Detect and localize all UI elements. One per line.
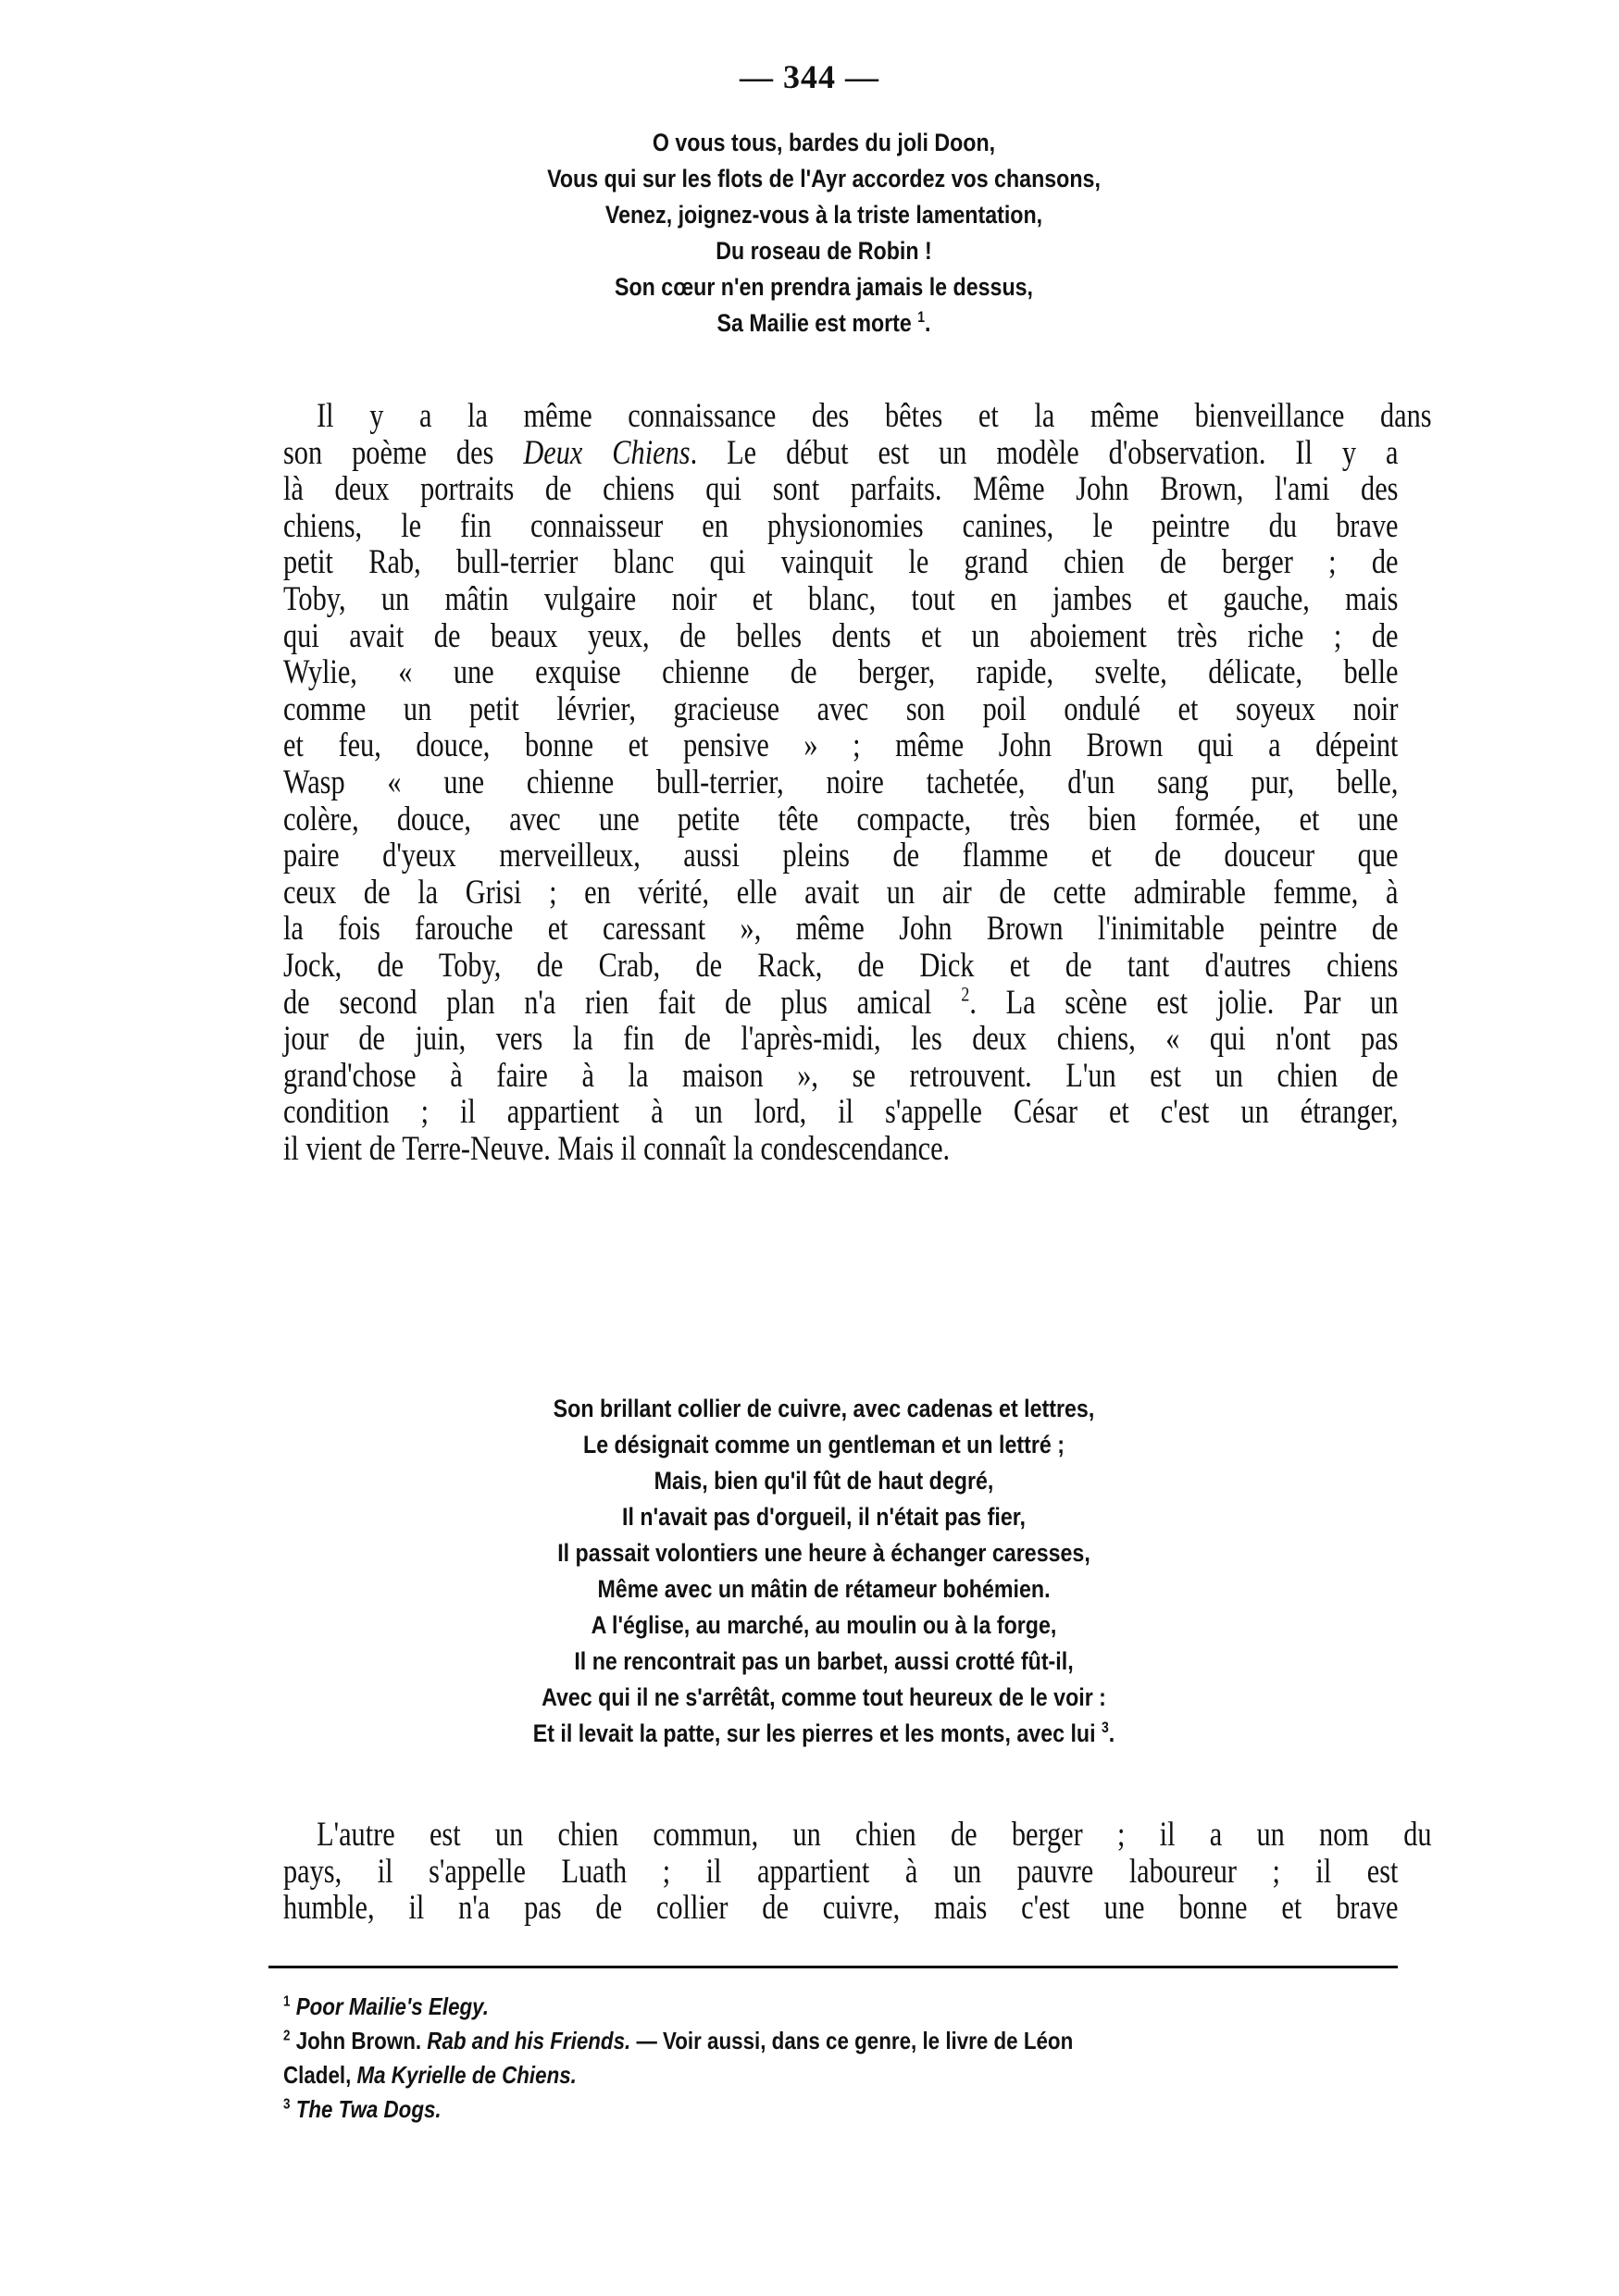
verse-line-text: Et il levait la patte, sur les pierres et les monts, avec lui <box>532 1719 1096 1747</box>
prose-line: L'autre est un chien commun, un chien de berger ; il a un nom du <box>317 1816 1432 1854</box>
footnote-ref-2[interactable]: 2 <box>961 982 970 1006</box>
paragraph-deux-chiens <box>283 397 1432 1168</box>
verse-line: Le désignait comme un gentleman et un lettré ; <box>583 1431 1065 1458</box>
footnote-2-continued <box>283 2058 1247 2092</box>
prose-text: . La scène est jolie. Par un <box>969 983 1399 1022</box>
verse-line: Avec qui il ne s'arrêtât, comme tout heureux de le voir : <box>542 1683 1106 1711</box>
prose-line: humble, il n'a pas de collier de cuivre, mais c'est une bonne et brave <box>283 1889 1399 1928</box>
verse-line: Il passait volontiers une heure à échanger caresses, <box>557 1539 1090 1567</box>
footnote-title: Ma Kyrielle de Chiens. <box>356 2061 577 2089</box>
footnote-2 <box>283 2024 1247 2058</box>
prose-text: son poème des <box>283 433 524 472</box>
verse-line-text: Sa Mailie est morte <box>716 309 912 337</box>
footnote-text: Cladel, <box>283 2061 357 2089</box>
footnote-title: Rab and his Friends. <box>427 2027 631 2054</box>
verse-line: Venez, joignez-vous à la triste lamentation, <box>604 201 1043 229</box>
verse-block-elegy <box>268 125 1379 341</box>
prose-line: colère, douce, avec une petite tête compacte, très bien formée, et une <box>283 800 1399 838</box>
verse-line: Il n'avait pas d'orgueil, il n'était pas fier, <box>622 1503 1026 1531</box>
prose-line: Jock, de Toby, de Crab, de Rack, de Dick et de tant d'autres chiens <box>283 946 1399 985</box>
footnote-title: Poor Mailie's Elegy. <box>295 1992 489 2020</box>
verse-line: O vous tous, bardes du joli Doon, <box>652 129 996 156</box>
prose-line: et feu, douce, bonne et pensive » ; même John Brown qui a dépeint <box>283 726 1399 765</box>
prose-line: là deux portraits de chiens qui sont parfaits. Même John Brown, l'ami des <box>283 470 1399 509</box>
footnote-text: John Brown. <box>295 2027 428 2054</box>
verse-line: Son cœur n'en prendra jamais le dessus, <box>614 273 1033 301</box>
verse-line: Il ne rencontrait pas un barbet, aussi crotté fût-il, <box>574 1647 1074 1675</box>
prose-line: comme un petit lévrier, gracieuse avec son poil ondulé et soyeux noir <box>283 689 1399 728</box>
prose-line: Toby, un mâtin vulgaire noir et blanc, tout en jambes et gauche, mais <box>283 579 1399 618</box>
verse-end-punct: . <box>1108 1719 1115 1747</box>
footnote-ref-1[interactable]: 1 <box>917 309 926 326</box>
verse-line: Son brillant collier de cuivre, avec cadenas et lettres, <box>553 1395 1095 1422</box>
prose-line: petit Rab, bull-terrier blanc qui vainquit le grand chien de berger ; de <box>283 543 1399 582</box>
prose-text: de second plan n'a rien fait de plus amical <box>283 983 932 1022</box>
prose-line: jour de juin, vers la fin de l'après-midi, les deux chiens, « qui n'ont pas <box>283 1020 1399 1059</box>
prose-line <box>283 982 1399 1022</box>
footnotes <box>283 1990 1403 2127</box>
verse-block-cesar <box>268 1391 1379 1752</box>
prose-line: il vient de Terre-Neuve. Mais il connaît la condescendance. <box>283 1129 951 1168</box>
footnote-mark: 3 <box>283 2096 291 2113</box>
prose-line: chiens, le fin connaisseur en physionomies canines, le peintre du brave <box>283 506 1399 545</box>
prose-line <box>283 435 1398 472</box>
verse-line: Du roseau de Robin ! <box>716 237 932 265</box>
prose-line: ceux de la Grisi ; en vérité, elle avait un air de cette admirable femme, à <box>283 873 1399 912</box>
page-number: — 344 — <box>740 58 879 95</box>
verse-line: Mais, bien qu'il fût de haut degré, <box>654 1467 994 1495</box>
footnote-ref-3[interactable]: 3 <box>1102 1719 1109 1736</box>
prose-line: la fois farouche et caressant », même John Brown l'inimitable peintre de <box>283 910 1399 949</box>
verse-line: A l'église, au marché, au moulin ou à la forge, <box>591 1611 1057 1639</box>
prose-line: Wylie, « une exquise chienne de berger, rapide, svelte, délicate, belle <box>283 653 1399 692</box>
prose-line: grand'chose à faire à la maison », se retrouvent. L'un est un chien de <box>283 1056 1399 1095</box>
verse-line-last <box>346 1716 1301 1752</box>
footnote-title: The Twa Dogs. <box>295 2095 442 2123</box>
footnote-1 <box>283 1990 1247 2024</box>
prose-line: paire d'yeux merveilleux, aussi pleins de flamme et de douceur que <box>283 837 1399 875</box>
verse-line: Vous qui sur les flots de l'Ayr accordez vos chansons, <box>547 165 1101 192</box>
prose-text: . Le début est un modèle d'observation. Il y a <box>690 433 1399 472</box>
footnote-text: — Voir aussi, dans ce genre, le livre de Léon <box>630 2027 1074 2054</box>
title-deux-chiens: Deux Chiens <box>523 433 691 472</box>
footnote-mark: 1 <box>283 1993 291 2010</box>
prose-line: pays, il s'appelle Luath ; il appartient à un pauvre laboureur ; il est <box>283 1852 1399 1891</box>
prose-line: Il y a la même connaissance des bêtes et la même bienveillance dans <box>317 397 1432 435</box>
verse-line: Même avec un mâtin de rétameur bohémien. <box>597 1575 1051 1603</box>
verse-line-last <box>346 305 1301 341</box>
footnote-3 <box>283 2092 1247 2127</box>
prose-line: qui avait de beaux yeux, de belles dents et un aboiement très riche ; de <box>283 616 1399 655</box>
prose-line: condition ; il appartient à un lord, il s'appelle César et c'est un étranger, <box>283 1093 1399 1132</box>
paragraph-luath <box>283 1816 1432 1928</box>
footnote-mark: 2 <box>283 2028 291 2044</box>
verse-end-punct: . <box>925 309 931 337</box>
prose-line: Wasp « une chienne bull-terrier, noire tachetée, d'un sang pur, belle, <box>283 763 1399 801</box>
footnote-separator-rule <box>268 1966 1398 1968</box>
